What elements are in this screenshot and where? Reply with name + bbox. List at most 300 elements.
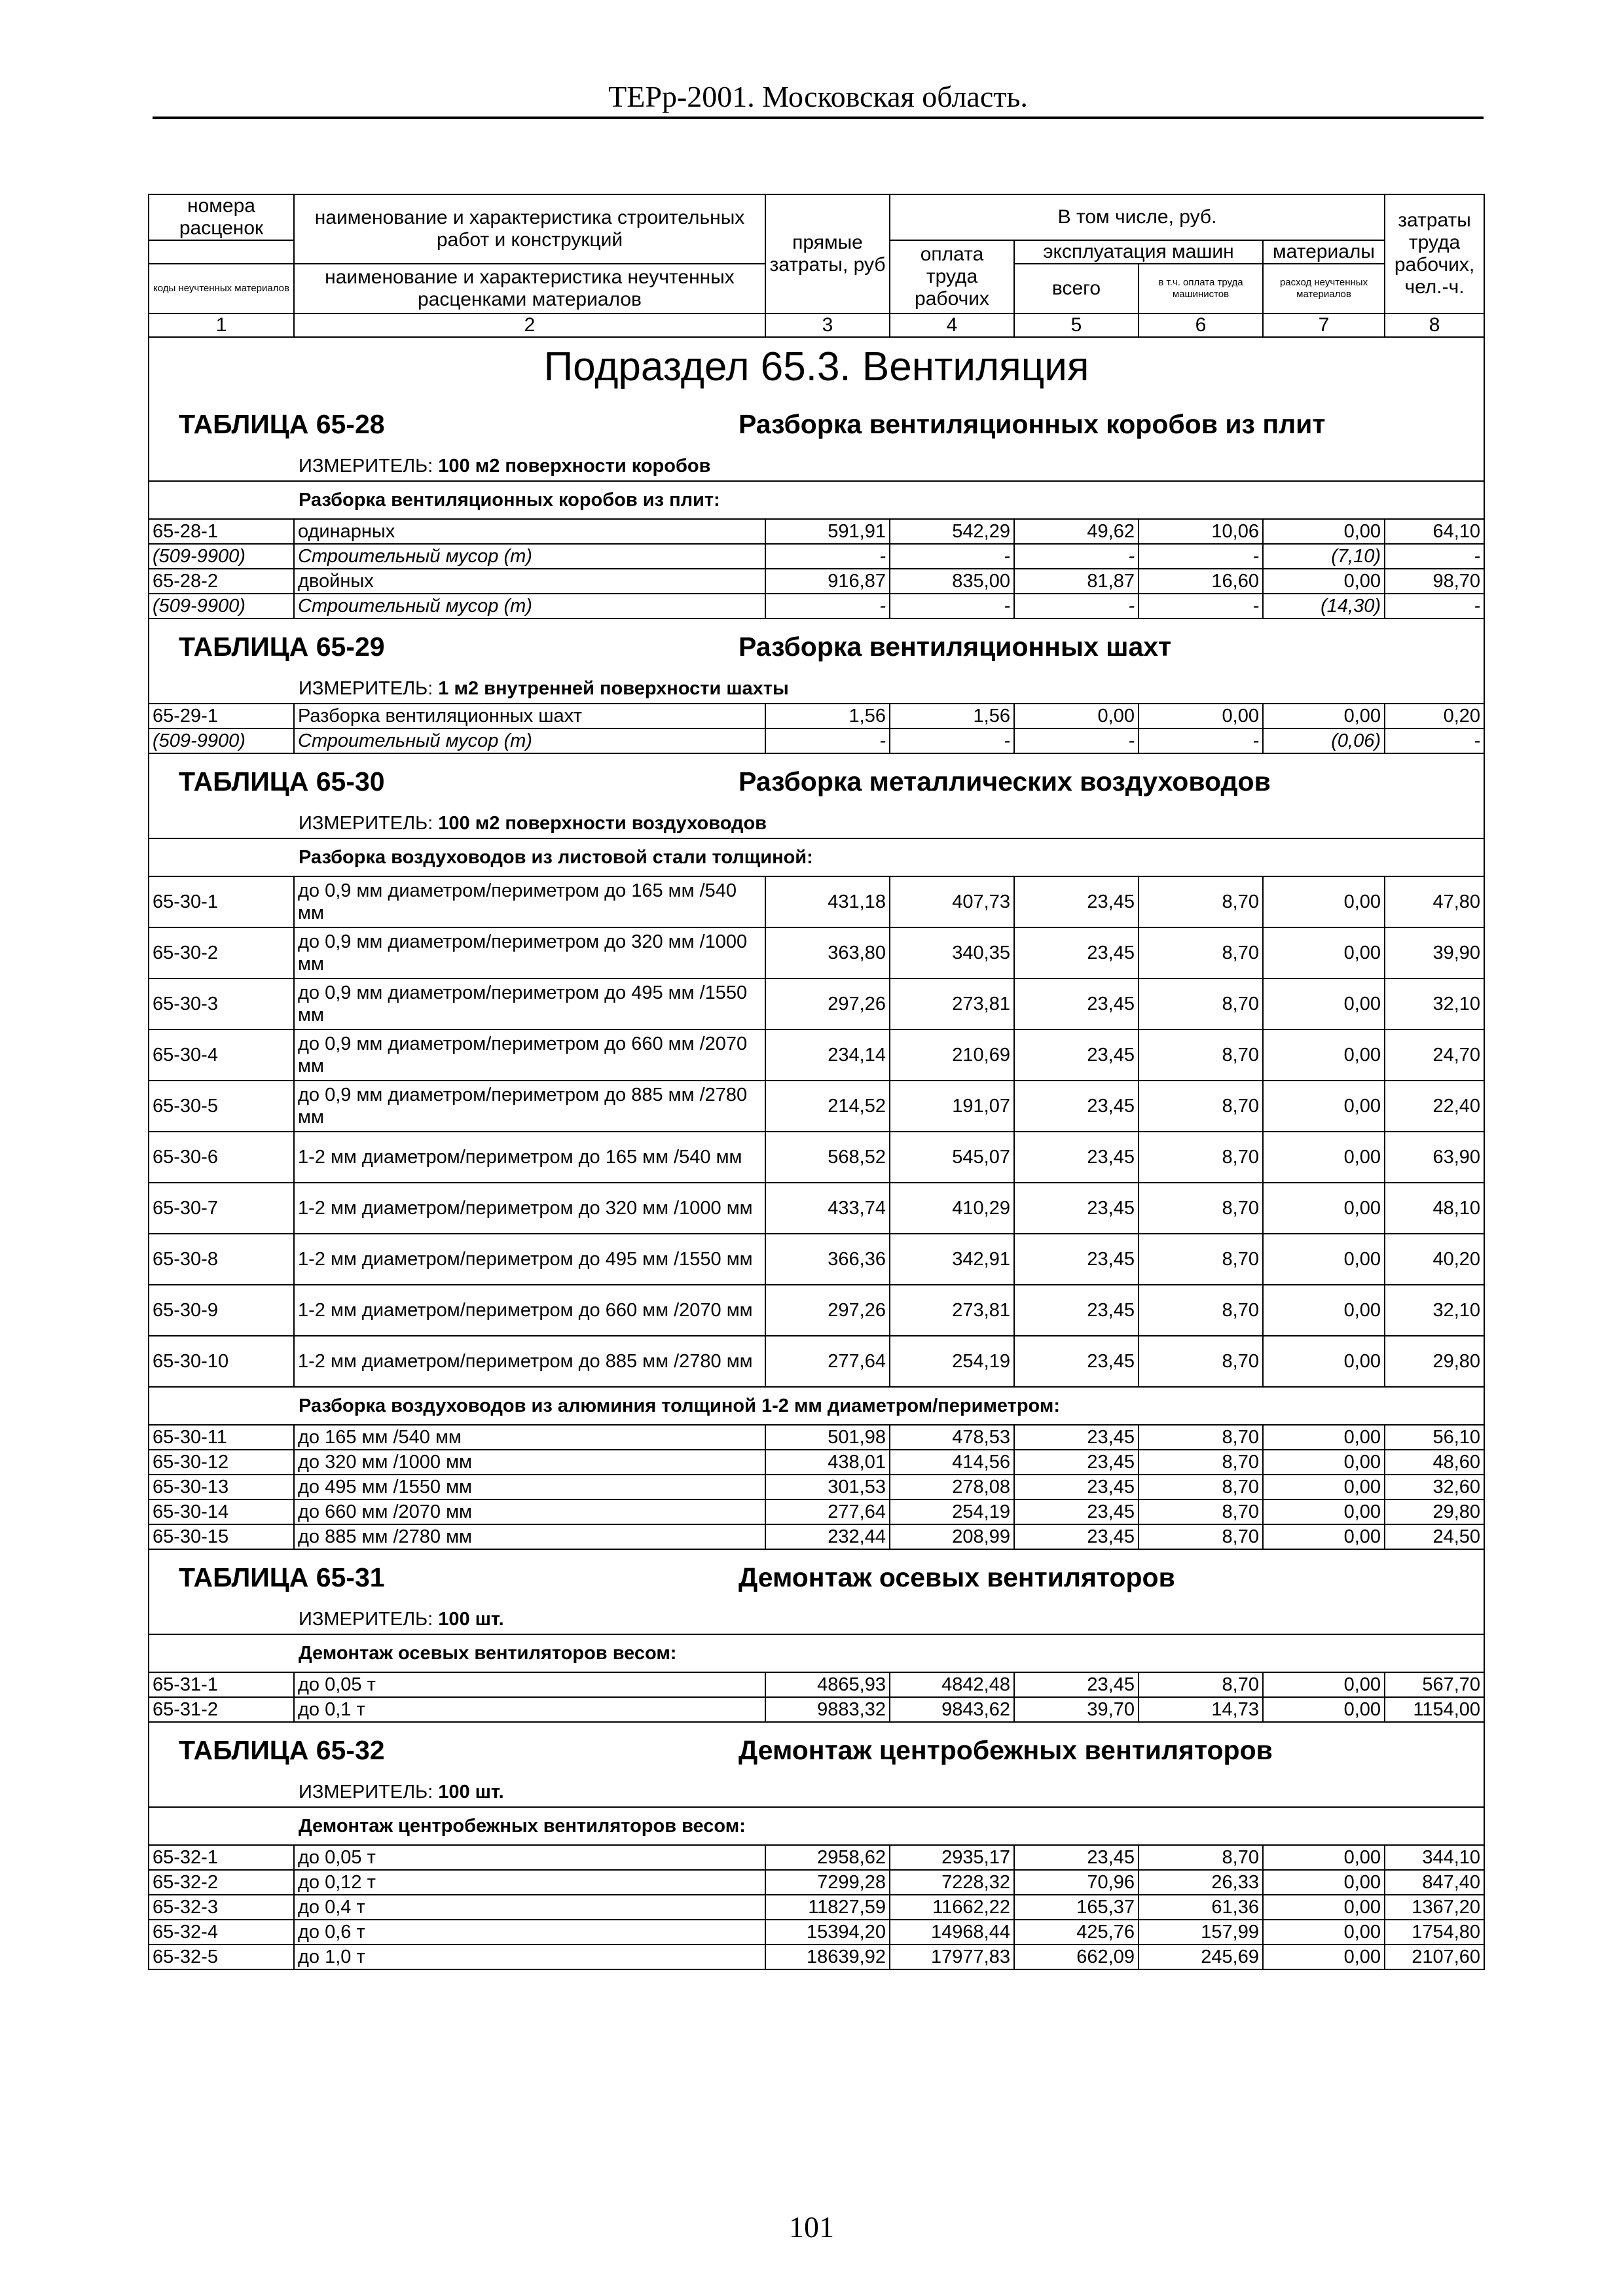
machines-total-cell: 49,62 [1014, 519, 1139, 544]
wages-cell: 254,19 [890, 1499, 1014, 1524]
meter-label: ИЗМЕРИТЕЛЬ: [299, 813, 433, 834]
machinist-wages-cell: 8,70 [1139, 876, 1263, 927]
machinist-wages-cell: 26,33 [1139, 1870, 1263, 1895]
meter-value: 100 шт. [438, 1609, 504, 1630]
subgroup-title: Разборка вентиляционных коробов из плит: [149, 481, 1484, 519]
labor-hours-cell: 24,50 [1385, 1524, 1484, 1549]
direct-costs-cell: 11827,59 [765, 1895, 890, 1920]
direct-costs-cell: - [765, 594, 890, 619]
direct-costs-cell: 2958,62 [765, 1845, 890, 1870]
machines-total-cell: 23,45 [1014, 1450, 1139, 1475]
rate-code: 65-30-11 [149, 1425, 294, 1450]
work-name: до 0,9 мм диаметром/периметром до 320 мм /1000 мм [294, 927, 765, 978]
wages-cell: 542,29 [890, 519, 1014, 544]
materials-cell: 0,00 [1263, 1524, 1385, 1549]
labor-hours-cell: 29,80 [1385, 1336, 1484, 1387]
direct-costs-cell: 438,01 [765, 1450, 890, 1475]
wages-cell: 273,81 [890, 978, 1014, 1030]
machinist-wages-cell: 8,70 [1139, 1475, 1263, 1499]
materials-cell: 0,00 [1263, 1870, 1385, 1895]
subgroup-title: Демонтаж центробежных вентиляторов весом: [149, 1807, 1484, 1845]
table-title: Демонтаж осевых вентиляторов [739, 1562, 1175, 1592]
direct-costs-cell: 363,80 [765, 927, 890, 978]
direct-costs-cell: 916,87 [765, 569, 890, 594]
wages-cell: 210,69 [890, 1030, 1014, 1081]
rate-code: 65-30-6 [149, 1132, 294, 1183]
material-name: Строительный мусор (т) [294, 544, 765, 569]
material-name: Строительный мусор (т) [294, 594, 765, 619]
rate-code: 65-30-15 [149, 1524, 294, 1549]
machines-total-cell: 70,96 [1014, 1870, 1139, 1895]
machinist-wages-cell: 8,70 [1139, 978, 1263, 1030]
table-row [149, 1870, 1484, 1895]
col-header-group: В том числе, руб. [890, 194, 1385, 240]
col-number: 2 [294, 314, 765, 337]
materials-cell: 0,00 [1263, 1132, 1385, 1183]
rate-code: 65-30-1 [149, 876, 294, 927]
rate-code: 65-32-3 [149, 1895, 294, 1920]
rate-code: 65-31-1 [149, 1672, 294, 1697]
labor-hours-cell: 1367,20 [1385, 1895, 1484, 1920]
labor-hours-cell: 847,40 [1385, 1870, 1484, 1895]
machinist-wages-cell: 157,99 [1139, 1920, 1263, 1945]
machines-total-cell: 425,76 [1014, 1920, 1139, 1945]
col-header-machines: эксплуатация машин [1014, 240, 1263, 264]
rate-code: 65-30-5 [149, 1081, 294, 1132]
labor-hours-cell: 24,70 [1385, 1030, 1484, 1081]
meter-label: ИЗМЕРИТЕЛЬ: [299, 1609, 433, 1630]
direct-costs-cell: 297,26 [765, 978, 890, 1030]
direct-costs-cell: 568,52 [765, 1132, 890, 1183]
machinist-wages-cell: 8,70 [1139, 1499, 1263, 1524]
materials-cell: 0,00 [1263, 1234, 1385, 1285]
wages-cell: 407,73 [890, 876, 1014, 927]
table-number: ТАБЛИЦА 65-31 [179, 1562, 385, 1592]
machines-total-cell: 23,45 [1014, 1285, 1139, 1336]
table-row [149, 728, 1484, 753]
direct-costs-cell: 501,98 [765, 1425, 890, 1450]
rate-code: 65-31-2 [149, 1697, 294, 1722]
wages-cell: - [890, 728, 1014, 753]
machines-total-cell: 23,45 [1014, 927, 1139, 978]
col-header-name: наименование и характеристика строительных работ и конструкций [294, 194, 765, 264]
direct-costs-cell: 232,44 [765, 1524, 890, 1549]
direct-costs-cell: 277,64 [765, 1336, 890, 1387]
labor-hours-cell: 32,10 [1385, 978, 1484, 1030]
materials-cell: 0,00 [1263, 1895, 1385, 1920]
wages-cell: - [890, 544, 1014, 569]
wages-cell: 545,07 [890, 1132, 1014, 1183]
machinist-wages-cell: 8,70 [1139, 1081, 1263, 1132]
table-number: ТАБЛИЦА 65-28 [179, 409, 385, 439]
machinist-wages-cell: 245,69 [1139, 1945, 1263, 1969]
col-header-material-consumption: расход неучтенных материалов [1263, 264, 1385, 314]
wages-cell: 478,53 [890, 1425, 1014, 1450]
machinist-wages-cell: 8,70 [1139, 1425, 1263, 1450]
machinist-wages-cell: 10,06 [1139, 519, 1263, 544]
materials-cell: 0,00 [1263, 1285, 1385, 1336]
wages-cell: 11662,22 [890, 1895, 1014, 1920]
direct-costs-cell: 9883,32 [765, 1697, 890, 1722]
machinist-wages-cell: 8,70 [1139, 1234, 1263, 1285]
labor-hours-cell: 344,10 [1385, 1845, 1484, 1870]
rate-code: 65-32-4 [149, 1920, 294, 1945]
machines-total-cell: - [1014, 594, 1139, 619]
machinist-wages-cell: - [1139, 544, 1263, 569]
machines-total-cell: 23,45 [1014, 1030, 1139, 1081]
table-meter [149, 1605, 1484, 1634]
materials-cell: 0,00 [1263, 569, 1385, 594]
table-row [149, 1845, 1484, 1870]
machinist-wages-cell: 8,70 [1139, 1183, 1263, 1234]
machinist-wages-cell: 8,70 [1139, 1030, 1263, 1081]
direct-costs-cell: 15394,20 [765, 1920, 890, 1945]
rate-code: 65-30-3 [149, 978, 294, 1030]
subgroup-title: Разборка воздуховодов из алюминия толщиной 1-2 мм диаметром/периметром: [149, 1387, 1484, 1425]
work-name: до 165 мм /540 мм [294, 1425, 765, 1450]
machinist-wages-cell: 8,70 [1139, 927, 1263, 978]
labor-hours-cell: 1754,80 [1385, 1920, 1484, 1945]
materials-cell: 0,00 [1263, 1450, 1385, 1475]
labor-hours-cell: - [1385, 544, 1484, 569]
col-header-codes-2 [149, 240, 294, 264]
table-row [149, 1499, 1484, 1524]
wages-cell: 191,07 [890, 1081, 1014, 1132]
direct-costs-cell: 214,52 [765, 1081, 890, 1132]
wages-cell: 278,08 [890, 1475, 1014, 1499]
col-number: 6 [1139, 314, 1263, 337]
labor-hours-cell: 1154,00 [1385, 1697, 1484, 1722]
col-number: 3 [765, 314, 890, 337]
wages-cell: 340,35 [890, 927, 1014, 978]
machinist-wages-cell: 8,70 [1139, 1285, 1263, 1336]
work-name: до 0,9 мм диаметром/периметром до 660 мм /2070 мм [294, 1030, 765, 1081]
machines-total-cell: 23,45 [1014, 1234, 1139, 1285]
labor-hours-cell: 567,70 [1385, 1672, 1484, 1697]
work-name: двойных [294, 569, 765, 594]
machines-total-cell: 23,45 [1014, 1132, 1139, 1183]
work-name: до 0,9 мм диаметром/периметром до 165 мм /540 мм [294, 876, 765, 927]
work-name: до 320 мм /1000 мм [294, 1450, 765, 1475]
labor-hours-cell: 48,60 [1385, 1450, 1484, 1475]
wages-cell: 208,99 [890, 1524, 1014, 1549]
work-name: Разборка вентиляционных шахт [294, 704, 765, 728]
work-name: до 0,9 мм диаметром/периметром до 885 мм /2780 мм [294, 1081, 765, 1132]
table-meter [149, 1778, 1484, 1807]
wages-cell: 17977,83 [890, 1945, 1014, 1969]
machinist-wages-cell: 14,73 [1139, 1697, 1263, 1722]
material-code: (509-9900) [149, 594, 294, 619]
direct-costs-cell: 4865,93 [765, 1672, 890, 1697]
wages-cell: 14968,44 [890, 1920, 1014, 1945]
machines-total-cell: 662,09 [1014, 1945, 1139, 1969]
wages-cell: 414,56 [890, 1450, 1014, 1475]
page-header: ТЕРр-2001. Московская область. [153, 77, 1484, 119]
direct-costs-cell: 301,53 [765, 1475, 890, 1499]
machinist-wages-cell: - [1139, 594, 1263, 619]
col-header-labor-hours: затраты труда рабочих, чел.-ч. [1385, 194, 1484, 314]
work-name: до 0,1 т [294, 1697, 765, 1722]
labor-hours-cell: 29,80 [1385, 1499, 1484, 1524]
direct-costs-cell: 591,91 [765, 519, 890, 544]
table-row [149, 978, 1484, 1030]
labor-hours-cell: 48,10 [1385, 1183, 1484, 1234]
rate-code: 65-32-5 [149, 1945, 294, 1969]
labor-hours-cell: 98,70 [1385, 569, 1484, 594]
work-name: до 0,9 мм диаметром/периметром до 495 мм /1550 мм [294, 978, 765, 1030]
col-header-machinist-wages: в т.ч. оплата труда машинистов [1139, 264, 1263, 314]
table-row [149, 1425, 1484, 1450]
rate-code: 65-30-8 [149, 1234, 294, 1285]
machines-total-cell: 23,45 [1014, 1336, 1139, 1387]
table-row [149, 1450, 1484, 1475]
table-row [149, 1336, 1484, 1387]
materials-cell: (0,06) [1263, 728, 1385, 753]
table-row [149, 704, 1484, 728]
table-row [149, 1945, 1484, 1969]
subgroup-title: Разборка воздуховодов из листовой стали толщиной: [149, 838, 1484, 876]
labor-hours-cell: - [1385, 728, 1484, 753]
materials-cell: 0,00 [1263, 704, 1385, 728]
table-row [149, 1524, 1484, 1549]
machines-total-cell: 23,45 [1014, 1672, 1139, 1697]
wages-cell: 835,00 [890, 569, 1014, 594]
work-name: до 0,12 т [294, 1870, 765, 1895]
labor-hours-cell: 47,80 [1385, 876, 1484, 927]
table-row [149, 1697, 1484, 1722]
work-name: до 0,05 т [294, 1672, 765, 1697]
rate-code: 65-30-4 [149, 1030, 294, 1081]
table-row [149, 519, 1484, 544]
materials-cell: 0,00 [1263, 1920, 1385, 1945]
rate-code: 65-30-13 [149, 1475, 294, 1499]
labor-hours-cell: 32,60 [1385, 1475, 1484, 1499]
table-row [149, 1895, 1484, 1920]
col-header-material-name: наименование и характеристика неучтенных расценками материалов [294, 264, 765, 314]
machines-total-cell: 23,45 [1014, 1081, 1139, 1132]
work-name: 1-2 мм диаметром/периметром до 885 мм /2780 мм [294, 1336, 765, 1387]
materials-cell: 0,00 [1263, 1030, 1385, 1081]
col-header-codes: номера расценок [149, 194, 294, 240]
col-header-materials: материалы [1263, 240, 1385, 264]
direct-costs-cell: 7299,28 [765, 1870, 890, 1895]
materials-cell: 0,00 [1263, 1475, 1385, 1499]
col-number: 8 [1385, 314, 1484, 337]
wages-cell: 7228,32 [890, 1870, 1014, 1895]
direct-costs-cell: 1,56 [765, 704, 890, 728]
materials-cell: 0,00 [1263, 1081, 1385, 1132]
table-row [149, 1672, 1484, 1697]
machines-total-cell: 23,45 [1014, 1499, 1139, 1524]
wages-cell: 273,81 [890, 1285, 1014, 1336]
machinist-wages-cell: - [1139, 728, 1263, 753]
labor-hours-cell: 64,10 [1385, 519, 1484, 544]
labor-hours-cell: 0,20 [1385, 704, 1484, 728]
col-header-material-codes: коды неучтенных материалов [149, 264, 294, 314]
labor-hours-cell: 2107,60 [1385, 1945, 1484, 1969]
table-meter [149, 809, 1484, 838]
rate-code: 65-30-12 [149, 1450, 294, 1475]
machines-total-cell: 23,45 [1014, 1425, 1139, 1450]
machines-total-cell: 0,00 [1014, 704, 1139, 728]
materials-cell: 0,00 [1263, 519, 1385, 544]
table-number: ТАБЛИЦА 65-29 [179, 632, 385, 662]
machines-total-cell: 23,45 [1014, 978, 1139, 1030]
materials-cell: 0,00 [1263, 1336, 1385, 1387]
materials-cell: 0,00 [1263, 1945, 1385, 1969]
direct-costs-cell: 366,36 [765, 1234, 890, 1285]
labor-hours-cell: 56,10 [1385, 1425, 1484, 1450]
machinist-wages-cell: 8,70 [1139, 1132, 1263, 1183]
materials-cell: 0,00 [1263, 1697, 1385, 1722]
rate-code: 65-28-1 [149, 519, 294, 544]
table-row [149, 1920, 1484, 1945]
col-number: 1 [149, 314, 294, 337]
material-code: (509-9900) [149, 544, 294, 569]
table-row [149, 1234, 1484, 1285]
work-name: до 885 мм /2780 мм [294, 1524, 765, 1549]
materials-cell: 0,00 [1263, 1672, 1385, 1697]
labor-hours-cell: 63,90 [1385, 1132, 1484, 1183]
table-heading-row [149, 397, 1484, 452]
work-name: до 495 мм /1550 мм [294, 1475, 765, 1499]
machinist-wages-cell: 0,00 [1139, 704, 1263, 728]
table-number: ТАБЛИЦА 65-32 [179, 1735, 385, 1765]
direct-costs-cell: 234,14 [765, 1030, 890, 1081]
col-number: 5 [1014, 314, 1139, 337]
table-row [149, 594, 1484, 619]
direct-costs-cell: - [765, 728, 890, 753]
machines-total-cell: 23,45 [1014, 1524, 1139, 1549]
materials-cell: (14,30) [1263, 594, 1385, 619]
materials-cell: 0,00 [1263, 876, 1385, 927]
wages-cell: 410,29 [890, 1183, 1014, 1234]
table-row [149, 1285, 1484, 1336]
direct-costs-cell: - [765, 544, 890, 569]
materials-cell: (7,10) [1263, 544, 1385, 569]
machines-total-cell: 23,45 [1014, 1183, 1139, 1234]
meter-label: ИЗМЕРИТЕЛЬ: [299, 678, 433, 699]
rate-code: 65-30-2 [149, 927, 294, 978]
work-name: одинарных [294, 519, 765, 544]
materials-cell: 0,00 [1263, 927, 1385, 978]
table-row [149, 569, 1484, 594]
rate-code: 65-32-1 [149, 1845, 294, 1870]
table-heading-row [149, 753, 1484, 809]
wages-cell: - [890, 594, 1014, 619]
material-code: (509-9900) [149, 728, 294, 753]
labor-hours-cell: 22,40 [1385, 1081, 1484, 1132]
machines-total-cell: 81,87 [1014, 569, 1139, 594]
work-name: до 0,05 т [294, 1845, 765, 1870]
machines-total-cell: 23,45 [1014, 1845, 1139, 1870]
meter-value: 1 м2 внутренней поверхности шахты [438, 678, 789, 699]
page-number: 101 [789, 2210, 834, 2244]
machinist-wages-cell: 8,70 [1139, 1845, 1263, 1870]
table-title: Разборка вентиляционных коробов из плит [739, 409, 1326, 439]
table-title: Демонтаж центробежных вентиляторов [739, 1735, 1273, 1765]
materials-cell: 0,00 [1263, 978, 1385, 1030]
table-row [149, 1183, 1484, 1234]
table-heading-row [149, 1549, 1484, 1605]
direct-costs-cell: 277,64 [765, 1499, 890, 1524]
machinist-wages-cell: 16,60 [1139, 569, 1263, 594]
table-meter [149, 674, 1484, 704]
meter-label: ИЗМЕРИТЕЛЬ: [299, 1782, 433, 1803]
labor-hours-cell: - [1385, 594, 1484, 619]
direct-costs-cell: 433,74 [765, 1183, 890, 1234]
work-name: до 0,4 т [294, 1895, 765, 1920]
machines-total-cell: - [1014, 728, 1139, 753]
rate-code: 65-28-2 [149, 569, 294, 594]
table-row [149, 927, 1484, 978]
work-name: 1-2 мм диаметром/периметром до 165 мм /540 мм [294, 1132, 765, 1183]
machines-total-cell: 23,45 [1014, 876, 1139, 927]
material-name: Строительный мусор (т) [294, 728, 765, 753]
labor-hours-cell: 32,10 [1385, 1285, 1484, 1336]
table-title: Разборка вентиляционных шахт [739, 632, 1172, 662]
direct-costs-cell: 297,26 [765, 1285, 890, 1336]
subgroup-title: Демонтаж осевых вентиляторов весом: [149, 1634, 1484, 1672]
machines-total-cell: 165,37 [1014, 1895, 1139, 1920]
rate-code: 65-30-10 [149, 1336, 294, 1387]
materials-cell: 0,00 [1263, 1499, 1385, 1524]
table-row [149, 1081, 1484, 1132]
table-row [149, 1475, 1484, 1499]
section-title: Подраздел 65.3. Вентиляция [149, 337, 1484, 397]
table-row [149, 876, 1484, 927]
col-header-direct-costs: прямые затраты, руб [765, 194, 890, 314]
table-meter [149, 452, 1484, 481]
table-number: ТАБЛИЦА 65-30 [179, 766, 385, 797]
materials-cell: 0,00 [1263, 1845, 1385, 1870]
rate-code: 65-30-7 [149, 1183, 294, 1234]
work-name: 1-2 мм диаметром/периметром до 320 мм /1000 мм [294, 1183, 765, 1234]
rate-code: 65-29-1 [149, 704, 294, 728]
machinist-wages-cell: 8,70 [1139, 1450, 1263, 1475]
col-number: 7 [1263, 314, 1385, 337]
col-header-machines-total: всего [1014, 264, 1139, 314]
col-header-wages: оплата труда рабочих [890, 240, 1014, 314]
wages-cell: 4842,48 [890, 1672, 1014, 1697]
table-row [149, 1132, 1484, 1183]
rate-code: 65-30-14 [149, 1499, 294, 1524]
machinist-wages-cell: 8,70 [1139, 1336, 1263, 1387]
materials-cell: 0,00 [1263, 1425, 1385, 1450]
direct-costs-cell: 431,18 [765, 876, 890, 927]
work-name: до 0,6 т [294, 1920, 765, 1945]
wages-cell: 2935,17 [890, 1845, 1014, 1870]
meter-value: 100 м2 поверхности воздуховодов [438, 813, 767, 834]
machinist-wages-cell: 8,70 [1139, 1672, 1263, 1697]
meter-label: ИЗМЕРИТЕЛЬ: [299, 456, 433, 476]
table-row [149, 544, 1484, 569]
col-number: 4 [890, 314, 1014, 337]
work-name: 1-2 мм диаметром/периметром до 660 мм /2070 мм [294, 1285, 765, 1336]
labor-hours-cell: 40,20 [1385, 1234, 1484, 1285]
machines-total-cell: 39,70 [1014, 1697, 1139, 1722]
meter-value: 100 м2 поверхности коробов [438, 456, 711, 476]
rates-table [148, 194, 1485, 1970]
direct-costs-cell: 18639,92 [765, 1945, 890, 1969]
table-title: Разборка металлических воздуховодов [739, 766, 1271, 797]
wages-cell: 342,91 [890, 1234, 1014, 1285]
rate-code: 65-30-9 [149, 1285, 294, 1336]
machines-total-cell: - [1014, 544, 1139, 569]
machinist-wages-cell: 61,36 [1139, 1895, 1263, 1920]
work-name: до 660 мм /2070 мм [294, 1499, 765, 1524]
table-heading-row [149, 619, 1484, 674]
